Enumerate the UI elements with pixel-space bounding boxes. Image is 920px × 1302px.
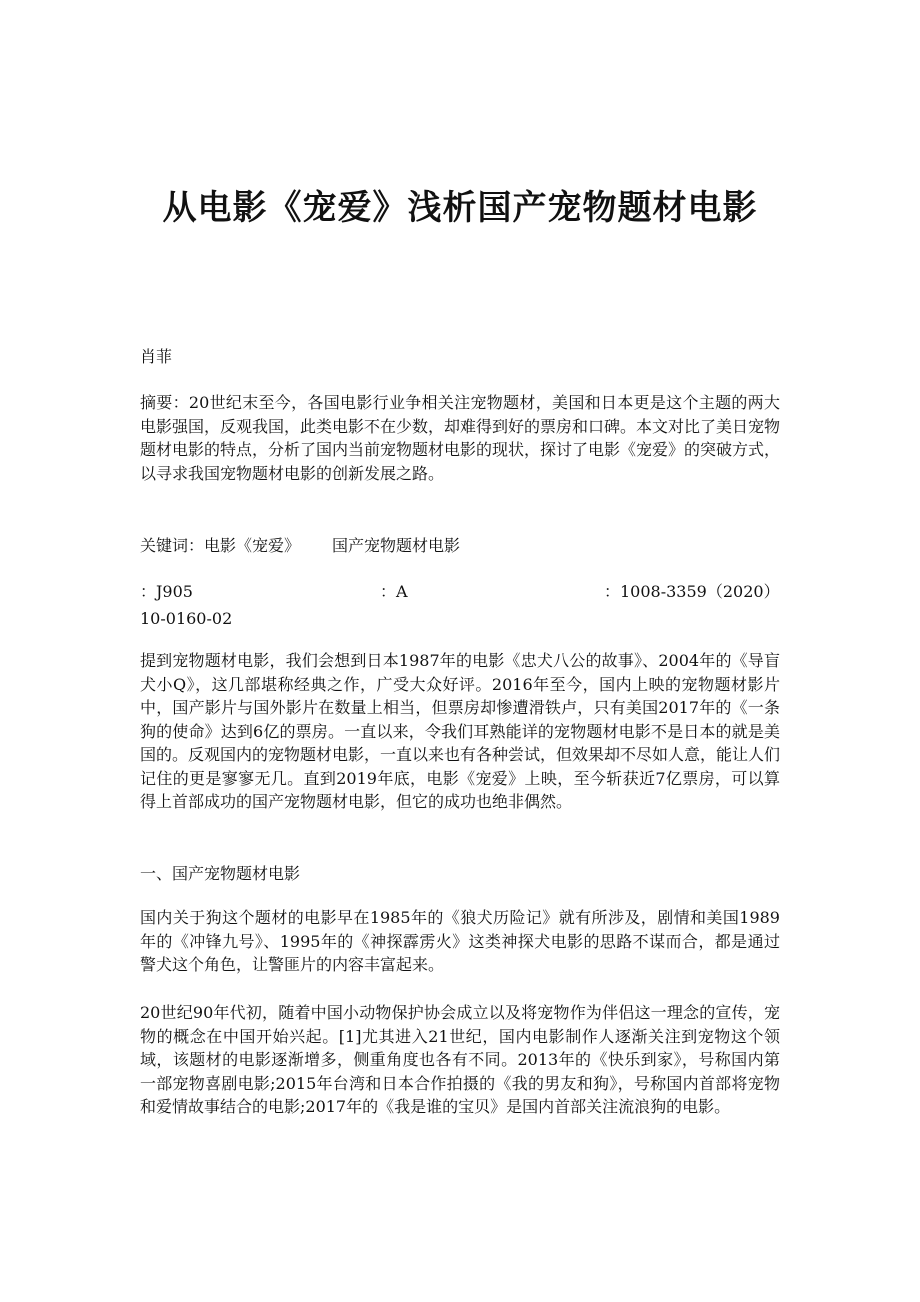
issn-number: ：1008-3359（2020） xyxy=(604,582,780,601)
article-number: 10-0160-02 xyxy=(140,609,233,628)
document-title: 从电影《宠爱》浅析国产宠物题材电影 xyxy=(162,188,758,228)
abstract-paragraph: 摘要：20世纪末至今，各国电影行业争相关注宠物题材，美国和日本更是这个主题的两大电影强国，反观我国，此类电影不在少数，却难得到好的票房和口碑。本文对比了美日宠物题材电影的特点，分析了国内当前宠物题材电影的现状，探讨了电影《宠爱》的突破方式，以寻求我国宠物题材电影的创新发展之路。 xyxy=(140,393,781,483)
keywords-label: 关键词： xyxy=(140,536,205,555)
clc-number: ：J905 xyxy=(140,582,193,601)
keywords-line xyxy=(140,534,780,558)
keyword-item: 国产宠物题材电影 xyxy=(332,536,461,555)
document-code: ：A xyxy=(380,582,408,601)
intro-paragraph: 提到宠物题材电影，我们会想到日本1987年的电影《忠犬八公的故事》、2004年的《导盲犬小Q》，这几部堪称经典之作，广受大众好评。2016年至今，国内上映的宠物题材影片中，国产影片与国外影片在数量上相当，但票房却惨遭滑铁卢，只有美国2017年的《一条狗的使命》达到6亿的票房。一直以来，令我们耳熟能详的宠物题材电影不是日本的就是美国的。反观国内的宠物题材电影，一直以来也有各种尝试，但效果却不尽如人意，能让人们记住的更是寥寥无几。直到2019年底，电影《宠爱》上映，至今斩获近7亿票房，可以算得上首部成功的国产宠物题材电影，但它的成功也绝非偶然。 xyxy=(140,651,781,811)
keyword-item: 电影《宠爱》 xyxy=(204,536,301,555)
section-paragraph: 20世纪90年代初，随着中国小动物保护协会成立以及将宠物作为伴侣这一理念的宣传，宠物的概念在中国开始兴起。[1]尤其进入21世纪，国内电影制作人逐渐关注到宠物这个领域，该题材的电影逐渐增多，侧重角度也各有不同。2013年的《快乐到家》，号称国内第一部宠物喜剧电影;2015年台湾和日本合作拍摄的《我的男友和狗》，号称国内首部将宠物和爱情故事结合的电影;2017年的《我是谁的宝贝》是国内首部关注流浪狗的电影。 xyxy=(140,1003,780,1116)
section-paragraph: 国内关于狗这个题材的电影早在1985年的《狼犬历险记》就有所涉及，剧情和美国1989年的《冲锋九号》、1995年的《神探霹雳火》这类神探犬电影的思路不谋而合，都是通过警犬这个角色，让警匪片的内容丰富起来。 xyxy=(140,908,780,974)
author-name: 肖菲 xyxy=(140,347,173,366)
section-heading: 一、国产宠物题材电影 xyxy=(140,864,301,883)
